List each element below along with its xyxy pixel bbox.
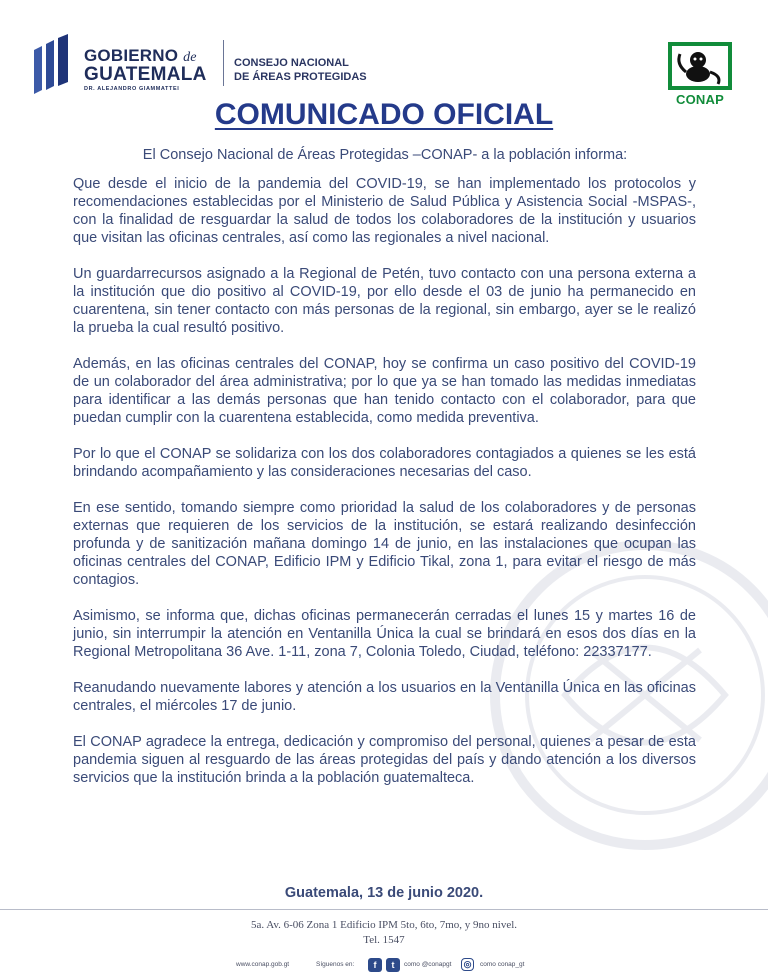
gov-logo-line1: GOBIERNO de [84,46,197,65]
paragraph: Que desde el inicio de la pandemia del COVID-19, se han implementado los protocolos y recomendaciones establecidas por el Ministerio de Salud Pública y Asistencia Social -MSPAS-, con la finalidad de resguardar la salud de todos los colaboradores de la institución y usuarios que visitan las oficinas centrales, así como las regionales a nivel nacional. [73,176,696,246]
footer-address: 5a. Av. 6-06 Zona 1 Edificio IPM 5to, 6to, 7mo, y 9no nivel. Tel. 1547 [250,919,518,946]
gobierno-guatemala-logo [32,34,232,96]
paragraph: El CONAP agradece la entrega, dedicación y compromiso del personal, quienes a pesar de esta pandemia siguen al resguardo de las áreas protegidas del país y dando atención a los diversos servicios que la institución brinda a la población guatemalteca. [73,734,696,786]
paragraph: Un guardarrecursos asignado a la Regional de Petén, tuvo contacto con una persona externa a la institución que dio positivo al COVID-19, por ello desde el 03 de junio ha permanecido en cuarentena, sin tener contacto con más personas de la regional, sin embargo, ayer se le realizó la prueba la cual resultó positivo. [73,266,696,336]
paragraph: Además, en las oficinas centrales del CONAP, hoy se confirma un caso positivo del COVID-19 de un colaborador del área administrativa; por lo que ya se han tomado las medidas inmediatas para identificar a las demás personas que han tenido contacto con el colaborador, para que puedan cumplir con la cuarentena establecida, como medida preventiva. [73,356,696,426]
paragraph: En ese sentido, tomando siempre como prioridad la salud de los colaboradores y de personas externas que requieren de los servicios de la institución, se estará realizando desinfección profunda y de sanitización mañana domingo 14 de junio, en las instalaciones que ocupan las oficinas centrales del CONAP, Edificio IPM y Edificio Tikal, zona 1, para evitar el riesgo de más contagios. [73,500,696,588]
communique-body [73,175,696,805]
date-line: Guatemala, 13 de junio 2020. [284,885,484,901]
monkey-icon [668,42,732,90]
gov-logo-line2: GUATEMALA [84,64,207,85]
page-title: COMUNICADO OFICIAL [214,98,554,131]
footer-divider [0,909,768,910]
paragraph: Por lo que el CONAP se solidariza con los dos colaboradores contagiados a quienes se les está brindando acompañamiento y las consideraciones necesarias del caso. [73,446,696,480]
conap-logo-label: CONAP [676,92,724,107]
paragraph: Asimismo, se informa que, dichas oficinas permanecerán cerradas el lunes 15 y martes 16 de junio, sin interrumpir la atención en Ventanilla Única la cual se brindará en esos dos días en la Regional Metropolitana 36 Ave. 1-11, zona 7, Colonia Toledo, Ciudad, teléfono: 22337177. [73,608,696,660]
website-link[interactable]: www.conap.gob.gt [236,961,290,968]
conap-full-name: CONSEJO NACIONAL DE ÁREAS PROTEGIDAS [234,57,367,83]
facebook-icon[interactable]: f [368,958,382,972]
twitter-icon[interactable]: t [386,958,400,972]
follow-label: Síguenos en: [316,961,355,968]
paragraph: Reanudando nuevamente labores y atención a los usuarios en la Ventanilla Única en las oficinas centrales, el miércoles 17 de junio. [73,680,696,714]
gov-bars-icon [32,34,78,96]
conap-logo-emblem [668,42,732,90]
intro-line: El Consejo Nacional de Áreas Protegidas –CONAP- a la población informa: [142,147,628,163]
header-divider [223,40,224,86]
gov-logo-line3: DR. ALEJANDRO GIAMMATTEI [84,86,180,92]
instagram-icon[interactable]: ◎ [461,958,474,971]
social-handle: como @conapgt [404,961,452,968]
instagram-handle: como conap_gt [480,961,525,968]
footer-links [236,958,536,974]
